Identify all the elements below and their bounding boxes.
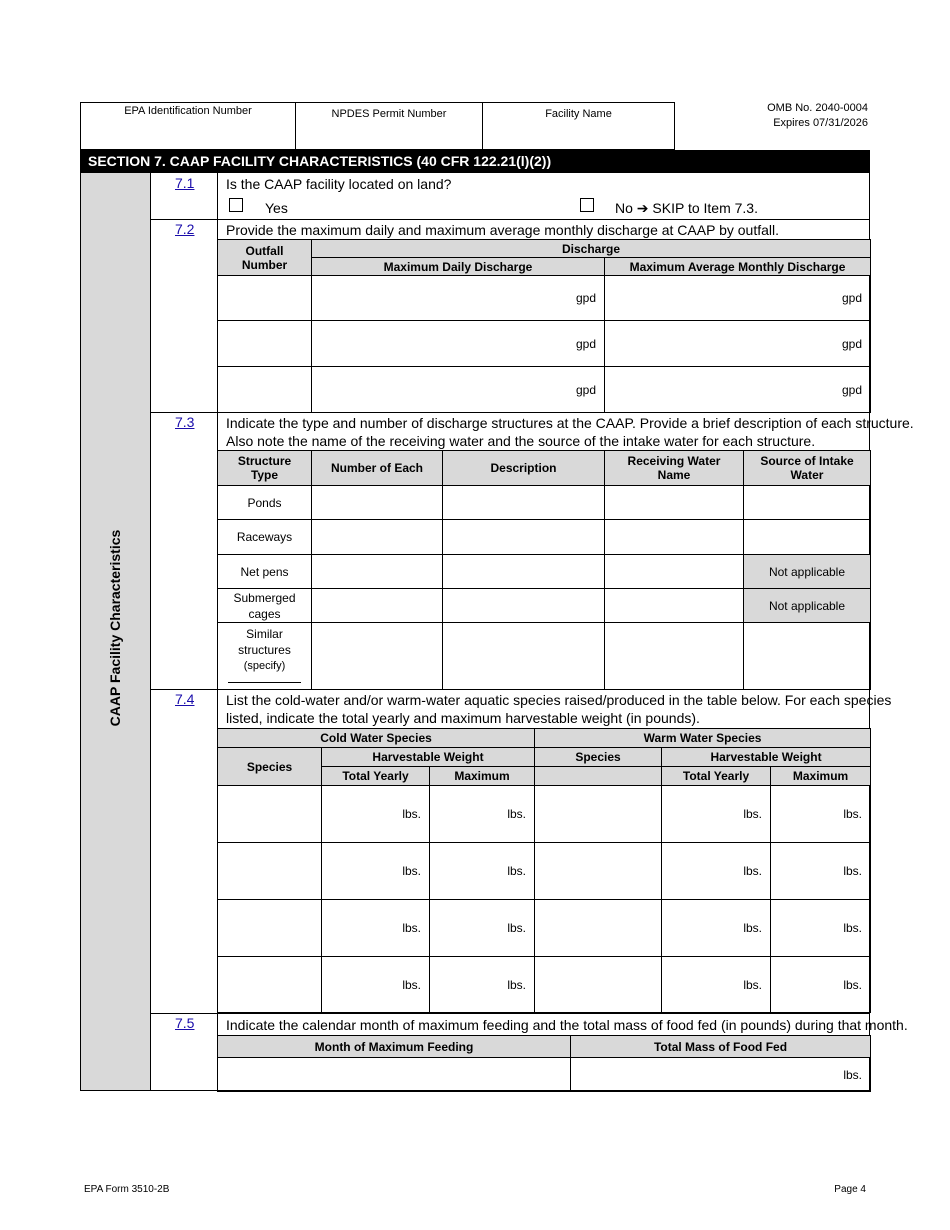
unit-lbs: lbs. xyxy=(843,921,863,935)
row-label-net-pens: Net pens xyxy=(218,555,312,589)
col-receiving-water: Receiving Water Name xyxy=(605,451,744,486)
cold-species-cell[interactable] xyxy=(218,786,322,843)
col-warm-total-yearly: Total Yearly xyxy=(662,767,771,786)
receiving-water-cell[interactable] xyxy=(605,555,744,589)
table-row xyxy=(218,957,871,1013)
number-cell[interactable] xyxy=(312,555,443,589)
col-warm-species: Species xyxy=(535,748,662,767)
warm-total-yearly-cell[interactable] xyxy=(662,786,771,843)
warm-species-cell[interactable] xyxy=(535,900,662,957)
question-7-4-line2: listed, indicate the total yearly and maximum harvestable weight (in pounds). xyxy=(226,710,700,726)
number-cell[interactable] xyxy=(312,623,443,690)
yes-label: Yes xyxy=(265,200,288,216)
col-max-avg-monthly: Maximum Average Monthly Discharge xyxy=(605,258,871,276)
unit-lbs: lbs. xyxy=(843,864,863,878)
section-title: SECTION 7. CAAP FACILITY CHARACTERISTICS (40 CFR 122.21(l)(2)) xyxy=(80,150,870,173)
unit-gpd: gpd xyxy=(841,336,862,351)
table-row xyxy=(218,589,871,623)
unit-lbs: lbs. xyxy=(743,921,763,935)
row-label-ponds: Ponds xyxy=(218,486,312,520)
question-7-2: Provide the maximum daily and maximum average monthly discharge at CAAP by outfall. xyxy=(226,222,779,238)
warm-total-yearly-cell[interactable] xyxy=(662,900,771,957)
unit-gpd: gpd xyxy=(841,382,862,397)
sidebar-label: CAAP Facility Characteristics xyxy=(107,529,123,727)
specify-input-line[interactable] xyxy=(228,682,301,683)
unit-lbs: lbs. xyxy=(843,977,863,992)
cold-species-cell[interactable] xyxy=(218,900,322,957)
item-divider xyxy=(151,1013,870,1014)
unit-lbs: lbs. xyxy=(743,977,763,992)
unit-lbs: lbs. xyxy=(743,864,763,878)
similar-line2: structures xyxy=(238,643,291,657)
warm-total-yearly-cell[interactable] xyxy=(662,843,771,900)
warm-maximum-cell[interactable] xyxy=(771,786,871,843)
month-cell[interactable] xyxy=(218,1058,571,1092)
intake-source-cell[interactable] xyxy=(744,623,871,690)
cold-maximum-cell[interactable] xyxy=(430,843,535,900)
intake-source-cell[interactable] xyxy=(744,520,871,555)
col-discharge: Discharge xyxy=(312,240,871,258)
warm-species-cell[interactable] xyxy=(535,957,662,1013)
warm-species-cell[interactable] xyxy=(535,786,662,843)
cold-species-cell[interactable] xyxy=(218,843,322,900)
number-cell[interactable] xyxy=(312,486,443,520)
cold-total-yearly-cell[interactable] xyxy=(322,786,430,843)
unit-gpd: gpd xyxy=(841,291,862,305)
receiving-water-cell[interactable] xyxy=(605,589,744,623)
col-description: Description xyxy=(443,451,605,486)
no-label: No ➔ SKIP to Item 7.3. xyxy=(615,200,758,216)
question-7-3-line2: Also note the name of the receiving water and the source of the intake water for each structure. xyxy=(226,433,816,449)
item-number-7-3[interactable]: 7.3 xyxy=(175,414,195,430)
item-number-7-4[interactable]: 7.4 xyxy=(175,691,195,707)
warm-species-cell[interactable] xyxy=(535,843,662,900)
cold-maximum-cell[interactable] xyxy=(430,957,535,1013)
omb-info xyxy=(690,101,868,131)
similar-line1: Similar xyxy=(246,627,283,641)
table-row xyxy=(218,321,871,367)
cold-total-yearly-cell[interactable] xyxy=(322,900,430,957)
npdes-permit-box[interactable] xyxy=(295,102,483,150)
item-number-7-5[interactable]: 7.5 xyxy=(175,1015,195,1031)
outfall-number-cell[interactable] xyxy=(218,367,312,413)
col-cold-water-species: Cold Water Species xyxy=(218,729,535,748)
row-label-submerged-cages: Submerged cages xyxy=(218,589,312,623)
unit-gpd: gpd xyxy=(575,382,596,397)
max-avg-cell[interactable] xyxy=(605,321,871,367)
cold-total-yearly-cell[interactable] xyxy=(322,843,430,900)
outfall-discharge-table xyxy=(217,239,871,413)
unit-lbs: lbs. xyxy=(402,921,421,935)
discharge-structures-table xyxy=(217,450,871,690)
npdes-label: NPDES Permit Number xyxy=(331,108,447,120)
epa-id-box[interactable] xyxy=(80,102,296,150)
question-7-5: Indicate the calendar month of maximum feeding and the total mass of food fed (in pounds) during that month. xyxy=(226,1017,908,1033)
warm-maximum-cell[interactable] xyxy=(771,900,871,957)
facility-name-label: Facility Name xyxy=(545,108,612,120)
facility-name-box[interactable] xyxy=(482,102,675,150)
form-number: EPA Form 3510-2B xyxy=(84,1184,170,1195)
unit-lbs: lbs. xyxy=(507,864,527,878)
max-daily-cell[interactable] xyxy=(312,367,605,413)
table-row xyxy=(218,486,871,520)
col-cold-harvestable: Harvestable Weight xyxy=(322,748,535,767)
item-number-7-1[interactable]: 7.1 xyxy=(175,175,195,191)
table-row xyxy=(218,367,871,413)
item-divider xyxy=(151,219,870,220)
col-total-mass-food: Total Mass of Food Fed xyxy=(571,1036,871,1058)
not-applicable-cell: Not applicable xyxy=(744,555,871,589)
table-row xyxy=(218,1058,871,1092)
table-row xyxy=(218,276,871,321)
yes-checkbox[interactable] xyxy=(229,198,243,212)
cold-maximum-cell[interactable] xyxy=(430,900,535,957)
col-cold-maximum: Maximum xyxy=(430,767,535,786)
outfall-number-cell[interactable] xyxy=(218,276,312,321)
warm-maximum-cell[interactable] xyxy=(771,843,871,900)
page-number: Page 4 xyxy=(834,1184,866,1195)
col-warm-maximum: Maximum xyxy=(771,767,871,786)
table-row xyxy=(218,623,871,690)
unit-lbs: lbs. xyxy=(402,977,421,992)
table-row xyxy=(218,520,871,555)
col-structure-type: Structure Type xyxy=(218,451,312,486)
unit-lbs: lbs. xyxy=(402,864,421,878)
species-table xyxy=(217,728,871,1013)
omb-expiration: Expires 07/31/2026 xyxy=(773,117,868,129)
col-source-intake: Source of Intake Water xyxy=(744,451,871,486)
not-applicable-cell: Not applicable xyxy=(744,589,871,623)
description-cell[interactable] xyxy=(443,623,605,690)
question-7-1: Is the CAAP facility located on land? xyxy=(226,176,452,192)
unit-lbs: lbs. xyxy=(843,1067,862,1082)
receiving-water-cell[interactable] xyxy=(605,520,744,555)
col-max-daily: Maximum Daily Discharge xyxy=(312,258,605,276)
col-warm-water-species: Warm Water Species xyxy=(535,729,871,748)
number-cell[interactable] xyxy=(312,520,443,555)
col-outfall-number: Outfall Number xyxy=(218,240,312,276)
question-7-3-line1: Indicate the type and number of discharge structures at the CAAP. Provide a brief description of each structure. xyxy=(226,415,914,431)
unit-gpd: gpd xyxy=(575,336,596,351)
row-label-similar-structures xyxy=(218,623,312,690)
col-month-max-feeding: Month of Maximum Feeding xyxy=(218,1036,571,1058)
table-row xyxy=(218,555,871,589)
unit-lbs: lbs. xyxy=(402,807,421,821)
intake-source-cell[interactable] xyxy=(744,486,871,520)
max-daily-cell[interactable] xyxy=(312,276,605,321)
max-avg-cell[interactable] xyxy=(605,367,871,413)
outfall-number-cell[interactable] xyxy=(218,321,312,367)
receiving-water-cell[interactable] xyxy=(605,486,744,520)
max-daily-cell[interactable] xyxy=(312,321,605,367)
col-cold-total-yearly: Total Yearly xyxy=(322,767,430,786)
similar-line3: (specify) xyxy=(243,660,286,672)
unit-lbs: lbs. xyxy=(507,807,527,821)
unit-lbs: lbs. xyxy=(743,807,763,821)
receiving-water-cell[interactable] xyxy=(605,623,744,690)
epa-id-label: EPA Identification Number xyxy=(124,105,252,117)
col-warm-harvestable: Harvestable Weight xyxy=(662,748,871,767)
unit-lbs: lbs. xyxy=(507,977,527,992)
description-cell[interactable] xyxy=(443,555,605,589)
warm-maximum-cell[interactable] xyxy=(771,957,871,1013)
table-row xyxy=(218,786,871,843)
feeding-table xyxy=(217,1035,871,1092)
cold-species-cell[interactable] xyxy=(218,957,322,1013)
number-cell[interactable] xyxy=(312,589,443,623)
unit-lbs: lbs. xyxy=(507,921,527,935)
unit-lbs: lbs. xyxy=(843,807,863,821)
description-cell[interactable] xyxy=(443,486,605,520)
warm-total-yearly-cell[interactable] xyxy=(662,957,771,1013)
table-row xyxy=(218,843,871,900)
col-warm-species-blank xyxy=(535,767,662,786)
description-cell[interactable] xyxy=(443,589,605,623)
unit-gpd: gpd xyxy=(575,291,596,305)
cold-maximum-cell[interactable] xyxy=(430,786,535,843)
col-cold-species: Species xyxy=(218,748,322,786)
mass-cell[interactable] xyxy=(571,1058,871,1092)
item-number-7-2[interactable]: 7.2 xyxy=(175,221,195,237)
max-avg-cell[interactable] xyxy=(605,276,871,321)
omb-number: OMB No. 2040-0004 xyxy=(767,102,868,114)
no-checkbox[interactable] xyxy=(580,198,594,212)
description-cell[interactable] xyxy=(443,520,605,555)
cold-total-yearly-cell[interactable] xyxy=(322,957,430,1013)
row-label-raceways: Raceways xyxy=(218,520,312,555)
question-7-4-line1: List the cold-water and/or warm-water aquatic species raised/produced in the table below. For each species xyxy=(226,692,892,708)
table-row xyxy=(218,900,871,957)
col-number-of-each: Number of Each xyxy=(312,451,443,486)
